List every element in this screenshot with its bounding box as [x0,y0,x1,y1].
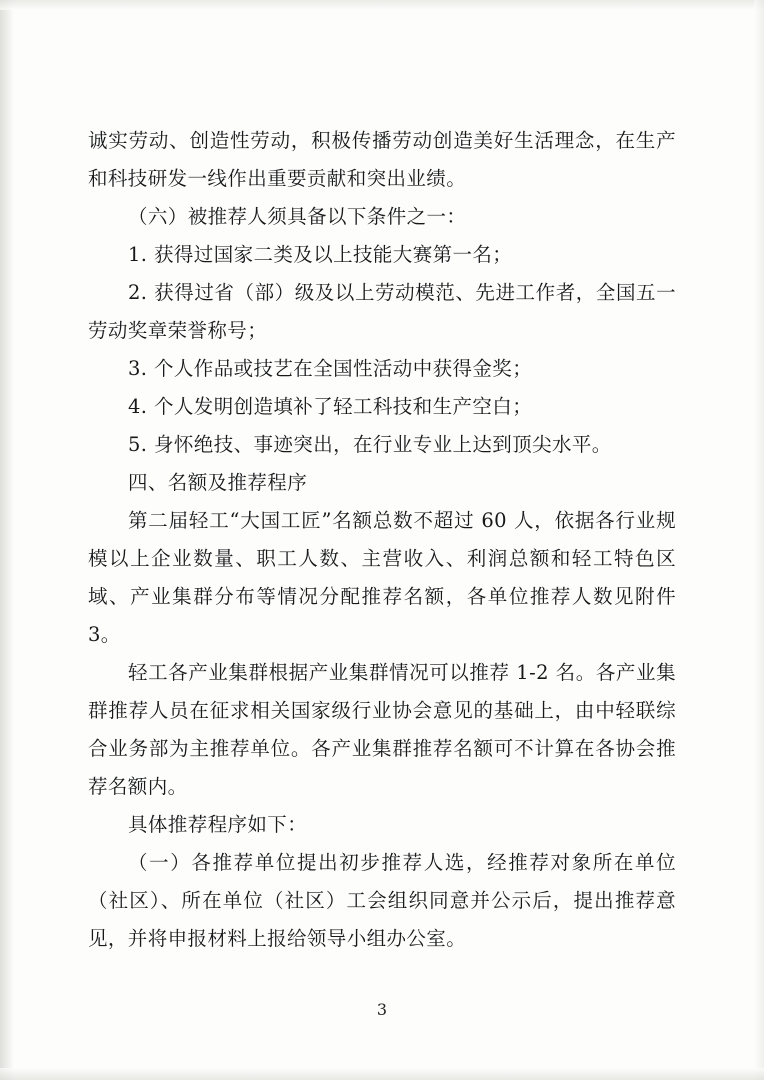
paragraph-continuation: 诚实劳动、创造性劳动，积极传播劳动创造美好生活理念，在生产和科技研发一线作出重要贡献和突出业绩。 [88,129,676,190]
page-edge-bottom [0,1068,764,1080]
paragraph-industry-cluster: 轻工各产业集群根据产业集群情况可以推荐 1-2 名。各产业集群推荐人员在征求相关国家级行业协会意见的基础上，由中轻联综合业务部为主推荐单位。各产业集群推荐名额可不计算在各协会推荐名额内。 [88,661,676,798]
paragraph-condition-2: 2. 获得过省（部）级及以上劳动模范、先进工作者，全国五一劳动奖章荣誉称号； [88,281,676,342]
paragraph-condition-4: 4. 个人发明创造填补了轻工科技和生产空白； [128,395,533,418]
page-edge-top [0,0,764,10]
paragraph-section-four-heading: 四、名额及推荐程序 [128,471,308,494]
paragraph-procedure-step-one: （一）各推荐单位提出初步推荐人选，经推荐对象所在单位（社区）、所在单位（社区）工会组织同意并公示后，提出推荐意见，并将申报材料上报给领导小组办公室。 [88,851,676,950]
paragraph-quota-allocation: 第二届轻工“大国工匠”名额总数不超过 60 人，依据各行业规模以上企业数量、职工人数、主营收入、利润总额和轻工特色区域、产业集群分布等情况分配推荐名额，各单位推荐人数见附件 3。 [88,509,676,646]
paragraph-condition-1: 1. 获得过国家二类及以上技能大赛第一名； [128,243,513,266]
document-body [88,122,676,958]
page-number: 3 [376,1000,388,1019]
paragraph-procedure-intro: 具体推荐程序如下： [128,813,308,836]
paragraph-condition-3: 3. 个人作品或技艺在全国性活动中获得金奖； [128,357,533,380]
paragraph-section-six-heading: （六）被推荐人须具备以下条件之一： [128,205,467,228]
paragraph-condition-5: 5. 身怀绝技、事迹突出，在行业专业上达到顶尖水平。 [128,433,612,456]
page-edge-left [0,0,14,1080]
page-edge-right [754,0,764,1080]
